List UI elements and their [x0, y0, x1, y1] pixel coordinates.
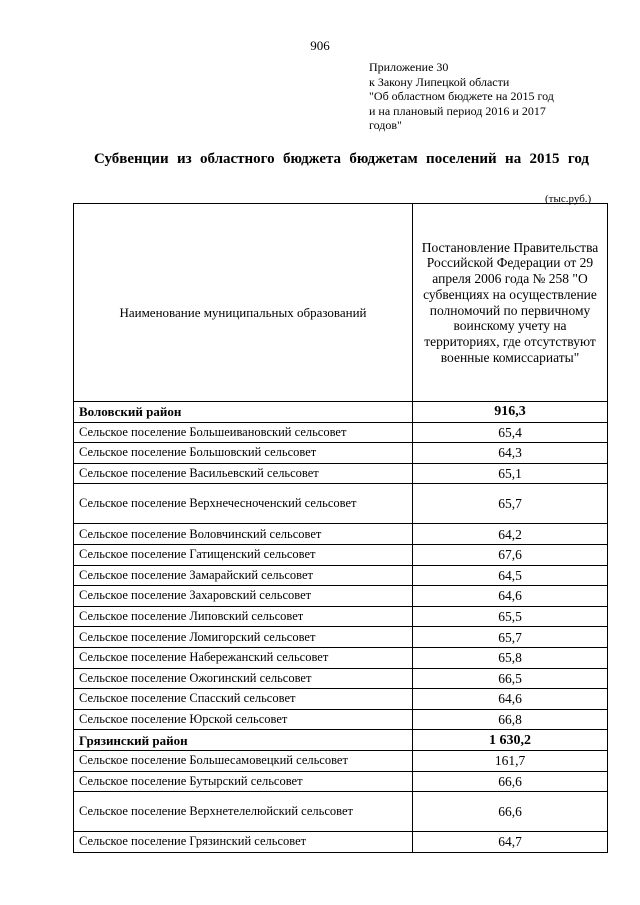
table-row: [74, 832, 608, 853]
row-name: Сельское поселение Верхнетелелюйский сельсовет: [74, 792, 413, 832]
row-name: Сельское поселение Ожогинский сельсовет: [74, 668, 413, 689]
table-row: [74, 422, 608, 443]
row-name: Воловский район: [74, 402, 413, 423]
row-name: Сельское поселение Воловчинский сельсовет: [74, 524, 413, 545]
appendix-line: Приложение 30: [369, 60, 449, 74]
page-number: 906: [310, 38, 330, 53]
row-name: Сельское поселение Бутырский сельсовет: [74, 771, 413, 792]
table-header-row: [74, 204, 608, 402]
row-name: Сельское поселение Большесамовецкий сельсовет: [74, 750, 413, 771]
row-value: 65,7: [413, 484, 608, 524]
table-row: [74, 565, 608, 586]
row-value: 65,4: [413, 422, 608, 443]
row-name: Сельское поселение Липовский сельсовет: [74, 606, 413, 627]
row-name: Сельское поселение Грязинский сельсовет: [74, 832, 413, 853]
appendix-line: годов": [369, 118, 402, 132]
table-row: [74, 792, 608, 832]
appendix-line: и на плановый период 2016 и 2017: [369, 103, 546, 118]
district-row: [74, 730, 608, 751]
document-title: Субвенции из областного бюджета бюджетам поселений на 2015 год: [94, 151, 589, 167]
row-value: 64,3: [413, 443, 608, 464]
row-name: Сельское поселение Спасский сельсовет: [74, 689, 413, 710]
row-value: 64,6: [413, 586, 608, 607]
row-name: Грязинский район: [74, 730, 413, 751]
row-value: 65,5: [413, 606, 608, 627]
table-row: [74, 668, 608, 689]
row-name: Сельское поселение Ломигорский сельсовет: [74, 627, 413, 648]
row-value: 67,6: [413, 544, 608, 565]
table-row: [74, 463, 608, 484]
appendix-note: [369, 60, 599, 133]
table-row: [74, 647, 608, 668]
row-value: 66,6: [413, 792, 608, 832]
table-row: [74, 627, 608, 648]
row-name: Сельское поселение Юрской сельсовет: [74, 709, 413, 730]
row-value: 64,2: [413, 524, 608, 545]
table-row: [74, 544, 608, 565]
row-value: 66,5: [413, 668, 608, 689]
row-value: 916,3: [413, 402, 608, 423]
row-name: Сельское поселение Верхнечесноченский сельсовет: [74, 484, 413, 524]
row-name: Сельское поселение Васильевский сельсовет: [74, 463, 413, 484]
header-name-cell: Наименование муниципальных образований: [74, 204, 413, 402]
table-row: [74, 750, 608, 771]
table-row: [74, 524, 608, 545]
row-name: Сельское поселение Замарайский сельсовет: [74, 565, 413, 586]
row-value: 65,8: [413, 647, 608, 668]
appendix-line: "Об областном бюджете на 2015 год: [369, 89, 554, 103]
header-value-cell: Постановление Правительства Российской Федерации от 29 апреля 2006 года № 258 "О субвенциях на осуществление полномочий по первичному воинскому учету на территориях, где отсутствуют военные комиссариаты": [413, 204, 608, 402]
row-name: Сельское поселение Набережанский сельсовет: [74, 647, 413, 668]
row-value: 65,7: [413, 627, 608, 648]
row-value: 66,8: [413, 709, 608, 730]
row-value: 161,7: [413, 750, 608, 771]
row-name: Сельское поселение Большовский сельсовет: [74, 443, 413, 464]
row-name: Сельское поселение Захаровский сельсовет: [74, 586, 413, 607]
table-row: [74, 709, 608, 730]
table-row: [74, 484, 608, 524]
row-value: 64,6: [413, 689, 608, 710]
row-value: 65,1: [413, 463, 608, 484]
table-row: [74, 689, 608, 710]
table-row: [74, 443, 608, 464]
row-value: 64,5: [413, 565, 608, 586]
row-value: 64,7: [413, 832, 608, 853]
row-value: 1 630,2: [413, 730, 608, 751]
units-label: (тыс.руб.): [545, 193, 592, 205]
table-row: [74, 586, 608, 607]
table-row: [74, 606, 608, 627]
district-row: [74, 402, 608, 423]
table-row: [74, 771, 608, 792]
subventions-table: [73, 203, 608, 853]
row-name: Сельское поселение Большеивановский сельсовет: [74, 422, 413, 443]
row-value: 66,6: [413, 771, 608, 792]
appendix-line: к Закону Липецкой области: [369, 74, 510, 89]
row-name: Сельское поселение Гатищенский сельсовет: [74, 544, 413, 565]
